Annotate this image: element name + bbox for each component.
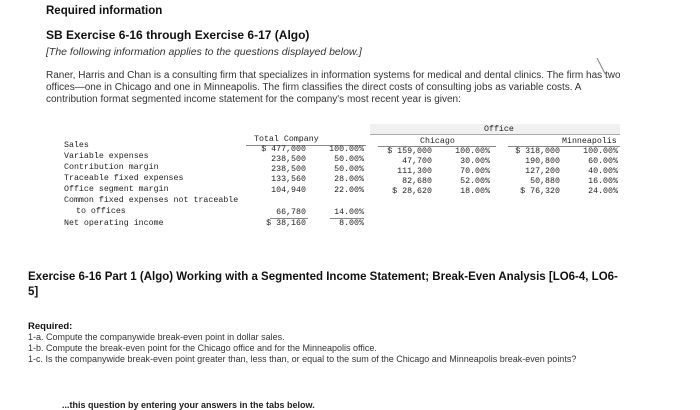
total-sales-pct: 100.00%	[329, 145, 364, 154]
total-common-fixed: 66,780	[276, 208, 306, 217]
col-minneapolis: Minneapolis	[562, 137, 617, 146]
requirement-1a: 1-a. Compute the companywide break-even point in dollar sales.	[28, 332, 285, 342]
col-chicago: Chicago	[420, 137, 455, 146]
chicago-traceable-pct: 52.00%	[460, 177, 490, 186]
chicago-cm-pct: 70.00%	[460, 167, 490, 176]
chicago-traceable-fixed: 82,680	[402, 177, 432, 186]
row-label-common-fixed: Common fixed expenses not traceable	[64, 196, 239, 205]
total-cm-pct: 50.00%	[334, 165, 364, 174]
total-net-operating-income: $ 38,160	[266, 219, 306, 228]
row-label-segment-margin: Office segment margin	[64, 185, 169, 194]
chicago-segment-margin: $ 28,620	[392, 187, 432, 196]
minneapolis-contribution-margin: 127,200	[525, 167, 560, 176]
row-label-traceable-fixed: Traceable fixed expenses	[64, 174, 184, 183]
total-net-pct: 8.00%	[339, 219, 364, 228]
total-traceable-fixed: 133,560	[271, 175, 306, 184]
total-variable-expenses: 238,500	[271, 155, 306, 164]
minneapolis-cm-pct: 40.00%	[588, 167, 618, 176]
total-common-pct: 14.00%	[334, 208, 364, 217]
chicago-segment-pct: 18.00%	[460, 187, 490, 196]
col-total-company: Total Company	[254, 135, 319, 144]
exercise-title: SB Exercise 6-16 through Exercise 6-17 (Algo)	[46, 28, 310, 42]
row-label-common-fixed-cont: to offices	[76, 207, 126, 216]
chicago-contribution-margin: 111,300	[397, 167, 432, 176]
minneapolis-variable-pct: 60.00%	[588, 157, 618, 166]
total-sales: $ 477,000	[261, 145, 306, 154]
minneapolis-traceable-pct: 16.00%	[588, 177, 618, 186]
required-information-heading: Required information	[46, 5, 163, 17]
total-segment-margin: 104,940	[271, 186, 306, 195]
minneapolis-sales-pct: 100.00%	[583, 147, 618, 156]
row-label-variable-expenses: Variable expenses	[64, 152, 149, 161]
chicago-variable-pct: 30.00%	[460, 157, 490, 166]
total-segment-pct: 22.00%	[334, 186, 364, 195]
row-label-contribution-margin: Contribution margin	[64, 163, 159, 172]
requirement-1c: 1-c. Is the companywide break-even point greater than, less than, or equal to the sum of the Chicago and Minneapolis break-even points?	[28, 354, 577, 364]
minneapolis-segment-pct: 24.00%	[588, 187, 618, 196]
total-contribution-margin: 238,500	[271, 165, 306, 174]
decorative-mark: ╲	[597, 58, 606, 74]
office-label: Office	[484, 125, 514, 134]
minneapolis-traceable-fixed: 50,880	[530, 177, 560, 186]
row-label-net-operating-income: Net operating income	[64, 219, 164, 228]
answer-instructions: ...this question by entering your answers in the tabs below.	[62, 400, 315, 410]
chicago-variable-expenses: 47,700	[402, 157, 432, 166]
minneapolis-segment-margin: $ 76,320	[520, 187, 560, 196]
minneapolis-sales: $ 318,000	[515, 147, 560, 156]
total-variable-pct: 50.00%	[334, 155, 364, 164]
part-title: Exercise 6-16 Part 1 (Algo) Working with a Segmented Income Statement; Break-Even Analysis [LO6-4, LO6-5]	[28, 271, 618, 298]
total-traceable-pct: 28.00%	[334, 175, 364, 184]
chicago-sales: $ 159,000	[387, 147, 432, 156]
chicago-sales-pct: 100.00%	[455, 147, 490, 156]
row-label-sales: Sales	[64, 141, 89, 150]
applies-note: [The following information applies to the questions displayed below.]	[46, 46, 362, 58]
required-heading: Required:	[28, 321, 73, 332]
requirement-1b: 1-b. Compute the break-even point for the Chicago office and for the Minneapolis office.	[28, 343, 377, 353]
intro-paragraph: Raner, Harris and Chan is a consulting firm that specializes in information systems for medical and dental clinics. The firm has two offices—one in Chicago and one in Minneapolis. The firm classifies the direct costs of consulting jobs as variable costs. A contribution format segmented income statement for the company's most recent year is given:	[46, 70, 621, 105]
minneapolis-variable-expenses: 190,800	[525, 157, 560, 166]
